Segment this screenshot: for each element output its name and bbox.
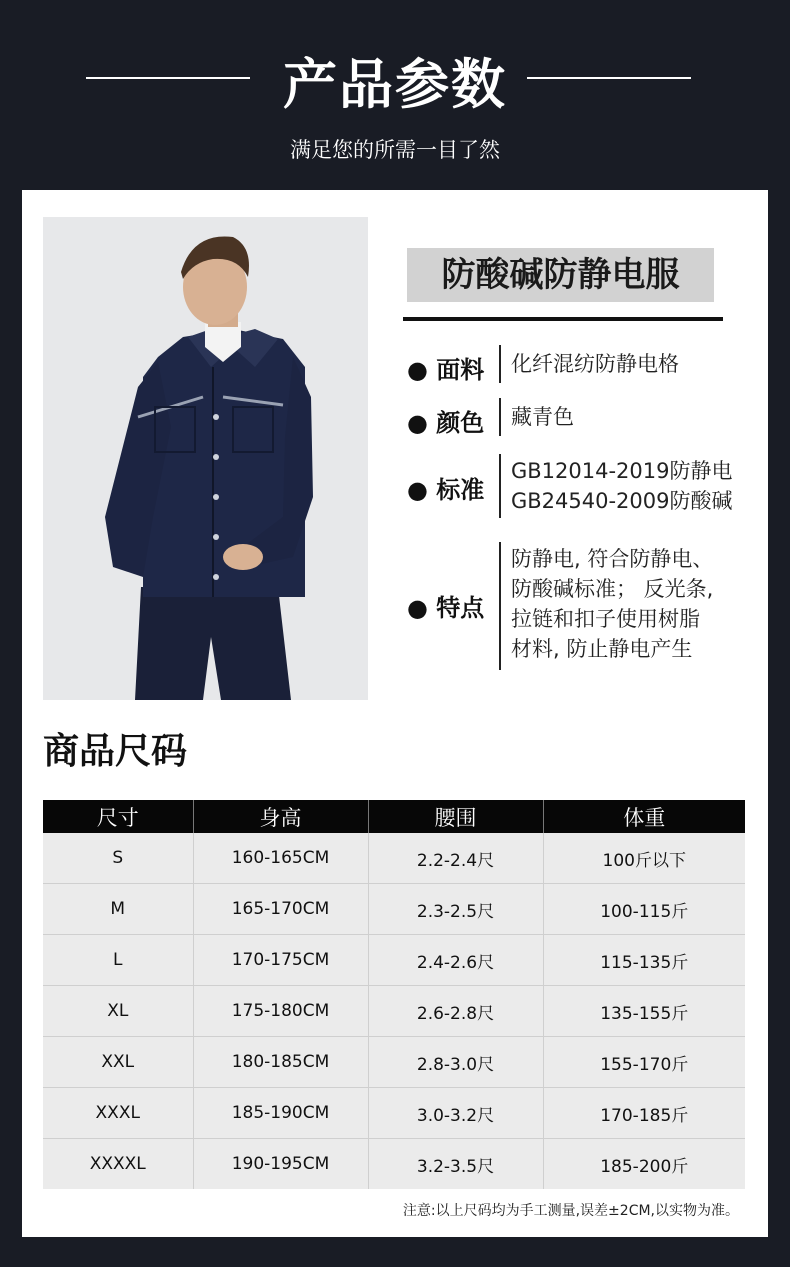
- spec-color-value: 藏青色: [511, 405, 574, 429]
- cell-size: XL: [43, 986, 193, 1037]
- cell-height: 160-165CM: [193, 833, 368, 884]
- cell-height: 185-190CM: [193, 1088, 368, 1139]
- cell-size: M: [43, 884, 193, 935]
- spec-features-line-1: 防静电, 符合防静电、: [511, 547, 714, 571]
- product-photo: [43, 217, 368, 700]
- cell-size: XXXXL: [43, 1139, 193, 1190]
- cell-waist: 2.6-2.8尺: [368, 986, 543, 1037]
- spec-fabric-label: ● 面料: [407, 356, 485, 384]
- spec-divider: [499, 542, 501, 670]
- cell-weight: 115-135斤: [543, 935, 745, 986]
- size-section-title: 商品尺码: [43, 731, 188, 772]
- table-row: [43, 935, 745, 986]
- spec-features-line-2: 防酸碱标准； 反光条,: [511, 577, 714, 601]
- product-name: 防酸碱防静电服: [407, 248, 714, 302]
- cell-height: 170-175CM: [193, 935, 368, 986]
- cell-waist: 2.4-2.6尺: [368, 935, 543, 986]
- spec-divider: [499, 398, 501, 436]
- spec-features-label: ● 特点: [407, 594, 485, 622]
- cell-size: XXL: [43, 1037, 193, 1088]
- spec-divider: [499, 454, 501, 518]
- table-row: [43, 833, 745, 884]
- content-card: [22, 190, 768, 1237]
- product-name-underline: [403, 317, 723, 321]
- spec-fabric-value: 化纤混纺防静电格: [511, 352, 679, 376]
- page-header: [0, 0, 790, 190]
- cell-size: S: [43, 833, 193, 884]
- cell-height: 175-180CM: [193, 986, 368, 1037]
- cell-height: 190-195CM: [193, 1139, 368, 1190]
- cell-weight: 100-115斤: [543, 884, 745, 935]
- table-row: [43, 884, 745, 935]
- spec-features-line-4: 材料, 防止静电产生: [511, 637, 693, 661]
- cell-height: 165-170CM: [193, 884, 368, 935]
- cell-weight: 185-200斤: [543, 1139, 745, 1190]
- column-header-size: 尺寸: [43, 800, 193, 833]
- cell-weight: 155-170斤: [543, 1037, 745, 1088]
- spec-standard-label: ● 标准: [407, 476, 485, 504]
- cell-weight: 170-185斤: [543, 1088, 745, 1139]
- spec-standard-value-2: GB24540-2009防酸碱: [511, 489, 733, 513]
- model-in-workwear-image: [43, 217, 368, 700]
- cell-waist: 3.0-3.2尺: [368, 1088, 543, 1139]
- cell-waist: 2.3-2.5尺: [368, 884, 543, 935]
- spec-features-line-3: 拉链和扣子使用树脂: [511, 607, 700, 631]
- cell-waist: 2.2-2.4尺: [368, 833, 543, 884]
- table-row: [43, 1139, 745, 1190]
- spec-color-label: ● 颜色: [407, 409, 485, 437]
- column-header-weight: 体重: [543, 800, 745, 833]
- column-header-height: 身高: [193, 800, 368, 833]
- measurement-note: 注意:以上尺码均为手工测量,误差±2CM,以实物为准。: [402, 1203, 739, 1219]
- cell-size: L: [43, 935, 193, 986]
- cell-waist: 2.8-3.0尺: [368, 1037, 543, 1088]
- size-table: [43, 800, 745, 1189]
- table-row: [43, 1088, 745, 1139]
- page-title: 产品参数: [283, 53, 507, 116]
- cell-size: XXXL: [43, 1088, 193, 1139]
- cell-weight: 135-155斤: [543, 986, 745, 1037]
- cell-height: 180-185CM: [193, 1037, 368, 1088]
- table-row: [43, 986, 745, 1037]
- size-table-header-row: [43, 800, 745, 833]
- spec-standard-value-1: GB12014-2019防静电: [511, 459, 733, 483]
- table-row: [43, 1037, 745, 1088]
- cell-waist: 3.2-3.5尺: [368, 1139, 543, 1190]
- cell-weight: 100斤以下: [543, 833, 745, 884]
- page-subtitle: 满足您的所需一目了然: [290, 138, 500, 162]
- column-header-waist: 腰围: [368, 800, 543, 833]
- spec-divider: [499, 345, 501, 383]
